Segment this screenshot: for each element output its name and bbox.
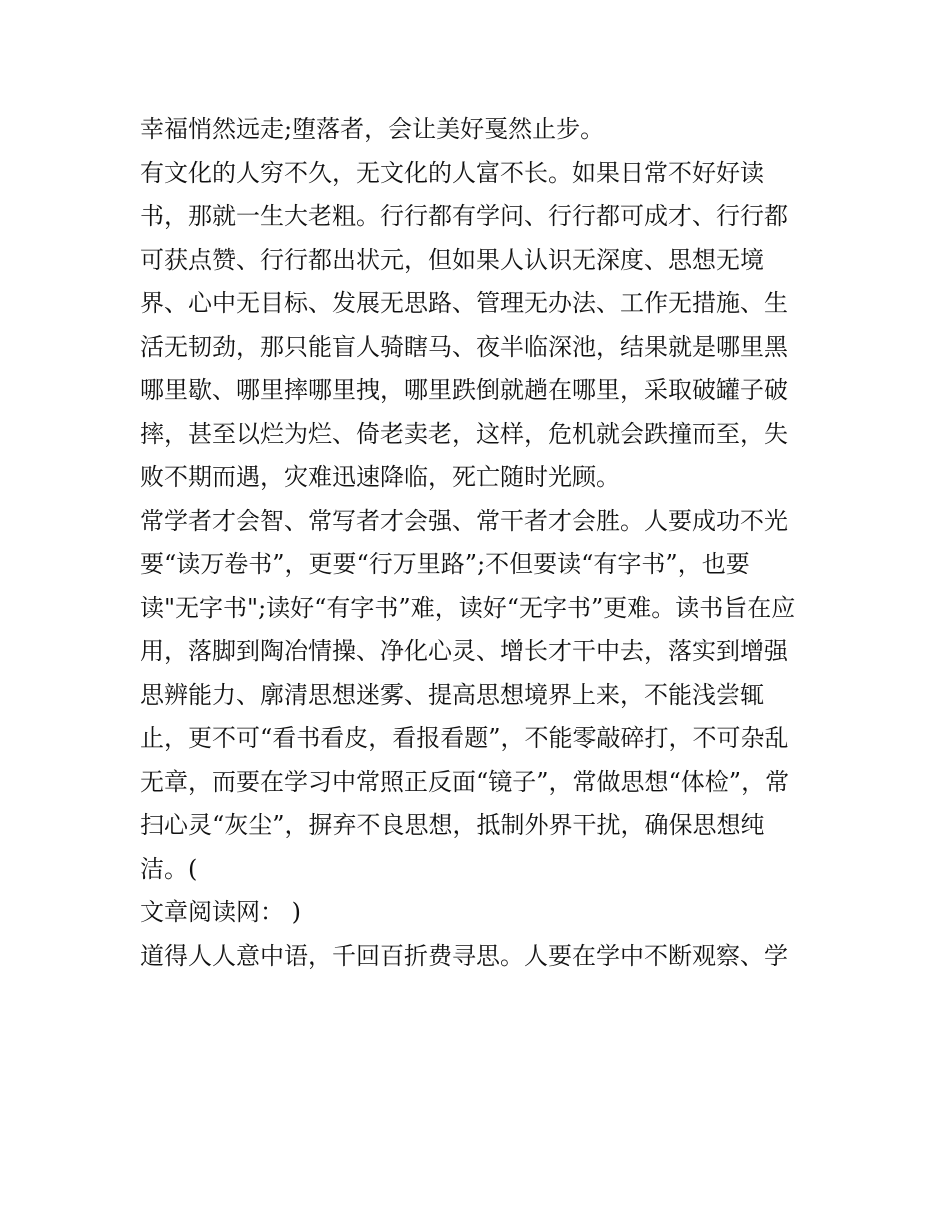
text-line: 活无韧劲，那只能盲人骑瞎马、夜半临深池，结果就是哪里黑 xyxy=(140,332,788,361)
text-line: 界、心中无目标、发展无思路、管理无办法、工作无措施、生 xyxy=(140,289,788,317)
text-line: 无章，而要在学习中常照正反面“镜子”，常做思想“体检”，常 xyxy=(140,767,790,796)
text-line: 要“读万卷书”，更要“行万里路”;不但要读“有字书”，也要 xyxy=(140,550,750,578)
text-line: 摔，甚至以烂为烂、倚老卖老，这样，危机就会跌撞而至，失 xyxy=(140,419,788,448)
text-line: 洁。( xyxy=(140,854,198,883)
text-line: 有文化的人穷不久，无文化的人富不长。如果日常不好好读 xyxy=(140,158,764,187)
text-line: 读"无字书";读好“有字书”难，读好“无字书”更难。读书旨在应 xyxy=(140,593,796,622)
text-line: 道得人人意中语，千回百折费寻思。人要在学中不断观察、学 xyxy=(140,941,788,970)
text-line: 用，落脚到陶冶情操、净化心灵、增长才干中去，落实到增强 xyxy=(140,637,788,665)
text-line: 思辨能力、廓清思想迷雾、提高思想境界上来，不能浅尝辄 xyxy=(140,680,764,709)
text-line: 止，更不可“看书看皮，看报看题”，不能零敲碎打，不可杂乱 xyxy=(140,724,789,752)
text-line: 败不期而遇，灾难迅速降临，死亡随时光顾。 xyxy=(140,463,620,491)
text-line: 可获点赞、行行都出状元，但如果人认识无深度、思想无境 xyxy=(140,245,764,274)
text-line: 文章阅读网： ) xyxy=(140,898,301,926)
text-line: 扫心灵“灰尘”，摒弃不良思想，抵制外界干扰，确保思想纯 xyxy=(140,811,765,839)
text-line: 常学者才会智、常写者才会强、常干者才会胜。人要成功不光 xyxy=(140,506,788,535)
body-text xyxy=(140,108,820,978)
text-line: 书，那就一生大老粗。行行都有学问、行行都可成才、行行都 xyxy=(140,202,788,230)
text-line: 哪里歇、哪里摔哪里拽，哪里跌倒就趟在哪里，采取破罐子破 xyxy=(140,376,788,404)
text-line: 幸福悄然远走;堕落者，会让美好戛然止步。 xyxy=(140,115,605,143)
